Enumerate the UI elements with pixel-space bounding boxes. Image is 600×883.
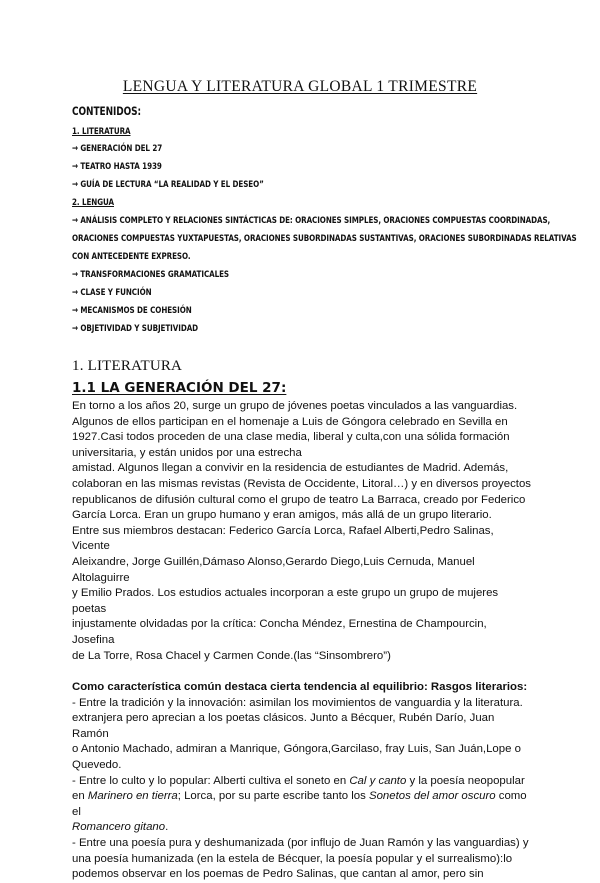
contents-heading: CONTENIDOS:: [72, 104, 142, 118]
contents-item: → ANÁLISIS COMPLETO Y RELACIONES SINTÁCTICAS DE: ORACIONES SIMPLES, ORACIONES COMPUESTAS COORDINADAS,: [72, 215, 551, 226]
contents-item: → CLASE Y FUNCIÓN: [72, 287, 152, 298]
paragraph-line: Quevedo.: [72, 759, 122, 772]
contents-item: CON ANTECEDENTE EXPRESO.: [72, 251, 191, 262]
paragraph-line: Aleixandre, Jorge Guillén,Dámaso Alonso,Gerardo Diego,Luis Cernuda, Manuel Altolaguirre: [72, 555, 475, 584]
contents-item: → GENERACIÓN DEL 27: [72, 143, 163, 154]
paragraph-line: Algunos de ellos participan en el homenaje a Luis de Góngora celebrado en Sevilla en: [72, 415, 508, 428]
paragraph-line: Entre sus miembros destacan: Federico García Lorca, Rafael Alberti,Pedro Salinas, Vicente: [72, 524, 494, 553]
paragraph-line: amistad. Algunos llegan a convivir en la residencia de estudiantes de Madrid. Además,: [72, 462, 509, 475]
contents-item: → TRANSFORMACIONES GRAMATICALES: [72, 269, 229, 280]
text-span: y la poesía neopopular: [406, 774, 525, 787]
work-title: Sonetos del amor oscuro: [368, 790, 496, 803]
paragraph-line: podemos observar en los poemas de Pedro Salinas, que cantan al amor, pero sin: [72, 868, 484, 881]
text-span: .: [165, 821, 169, 834]
text-span: - Entre lo culto y lo popular: Alberti cultiva el soneto en: [72, 774, 350, 787]
paragraph-line: En torno a los años 20, surge un grupo de jóvenes poetas vinculados a las vanguardias.: [72, 400, 518, 412]
paragraph-line: universitaria, y están unidos por una estrecha: [72, 446, 302, 459]
text-span: como el: [72, 790, 527, 818]
paragraph-line: [72, 774, 532, 790]
paragraph-line: [72, 820, 532, 836]
paragraph-line: - Entre la tradición y la innovación: asimilan los movimientos de vanguardia y la literatura.: [72, 696, 523, 709]
body-text: [72, 399, 532, 883]
paragraph-line: extranjera pero aprecian a los poetas clásicos. Junto a Bécquer, Rubén Darío, Juan Ramón: [72, 712, 495, 740]
rasgos-heading: Como característica común destaca cierta tendencia al equilibrio: Rasgos literarios:: [72, 681, 528, 694]
contents-item: → GUÍA DE LECTURA “LA REALIDAD Y EL DESEO”: [72, 179, 264, 190]
paragraph-line: injustamente olvidadas por la crítica: Concha Méndez, Ernestina de Champourcin, Josefina: [72, 618, 487, 646]
paragraph-line: o Antonio Machado, admiran a Manrique, Góngora,Garcilaso, fray Luis, San Juán,Lope o: [72, 743, 521, 756]
paragraph-line: de La Torre, Rosa Chacel y Carmen Conde.(las “Sinsombrero”): [72, 649, 391, 662]
contents-item: → MECANISMOS DE COHESIÓN: [72, 305, 192, 316]
document-title: LENGUA Y LITERATURA GLOBAL 1 TRIMESTRE: [122, 78, 478, 95]
paragraph-line: 1927.Casi todos proceden de una clase media, liberal y culta,con una sólida formación: [72, 431, 510, 444]
contents-item: → TEATRO HASTA 1939: [72, 161, 162, 172]
paragraph-line: colaboran en las mismas revistas (Revista de Occidente, Litoral…) y en diversos proyectos: [72, 477, 531, 490]
paragraph-line: y Emilio Prados. Los estudios actuales incorporan a este grupo un grupo de mujeres poetas: [72, 587, 499, 615]
text-span: ; Lorca, por su parte escribe tanto los: [177, 790, 369, 803]
text-span: en: [72, 790, 88, 803]
contents-item: ORACIONES COMPUESTAS YUXTAPUESTAS, ORACIONES SUBORDINADAS SUSTANTIVAS, ORACIONES SUBORDINADAS RELATIVAS: [72, 233, 577, 244]
paragraph-line: - Entre una poesía pura y deshumanizada (por influjo de Juan Ramón y las vanguardias) y: [72, 837, 529, 850]
paragraph-line: [72, 789, 532, 820]
work-title: Marinero en tierra: [87, 790, 178, 803]
paragraph-line: una poesía humanizada (en la estela de Bécquer, la poesía popular y el surrealismo):lo: [72, 852, 513, 865]
work-title: Romancero gitano: [72, 821, 166, 834]
section-title: 1. LITERATURA: [72, 358, 183, 374]
contents-language-heading: 2. LENGUA: [72, 197, 114, 208]
contents-item: → OBJETIVIDAD Y SUBJETIVIDAD: [72, 323, 199, 334]
paragraph-line: republicanos de difusión cultural como el grupo de teatro La Barraca, creado por Federico: [72, 493, 526, 506]
paragraph-line: García Lorca. Eran un grupo humano y eran amigos, más allá de un grupo literario.: [72, 509, 492, 522]
work-title: Cal y canto: [349, 774, 407, 787]
contents-literature-heading: 1. LITERATURA: [72, 126, 131, 137]
subsection-title: 1.1 LA GENERACIÓN DEL 27:: [72, 380, 287, 396]
